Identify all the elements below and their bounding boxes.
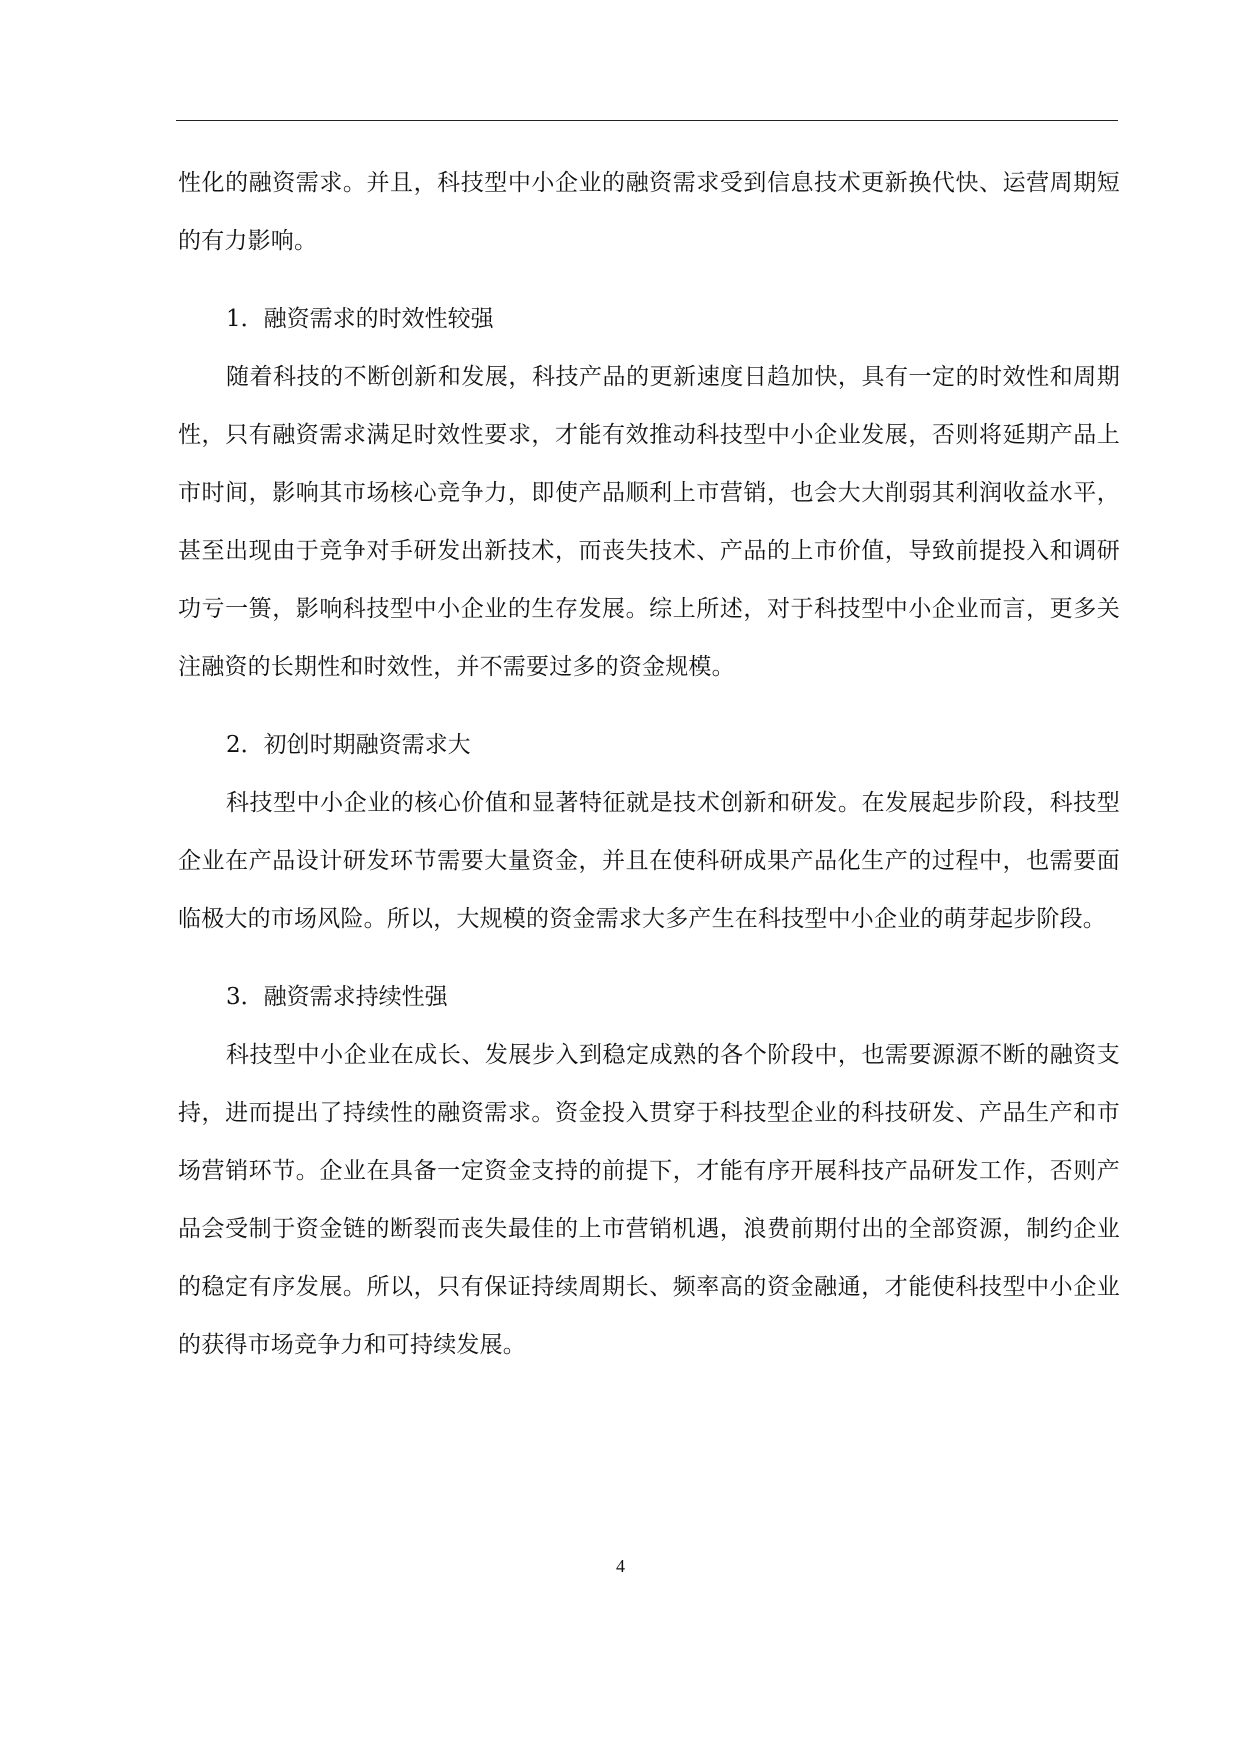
section-body-2: 科技型中小企业的核心价值和显著特征就是技术创新和研发。在发展起步阶段，科技型企业在产品设计研发环节需要大量资金，并且在使科研成果产品化生产的过程中，也需要面临极大的市场风险。所以，大规模的资金需求大多产生在科技型中小企业的萌芽起步阶段。 [178, 790, 1120, 932]
section-heading-3: 3．融资需求持续性强 [226, 984, 448, 1010]
document-body [178, 154, 1120, 1374]
section-heading-2: 2．初创时期融资需求大 [226, 732, 471, 758]
header-rule [176, 120, 1118, 121]
page-number: 4 [616, 1556, 625, 1576]
section-body-1: 随着科技的不断创新和发展，科技产品的更新速度日趋加快，具有一定的时效性和周期性，只有融资需求满足时效性要求，才能有效推动科技型中小企业发展，否则将延期产品上市时间，影响其市场核心竞争力，即使产品顺利上市营销，也会大大削弱其利润收益水平，甚至出现由于竞争对手研发出新技术，而丧失技术、产品的上市价值，导致前提投入和调研功亏一篑，影响科技型中小企业的生存发展。综上所述，对于科技型中小企业而言，更多关注融资的长期性和时效性，并不需要过多的资金规模。 [178, 364, 1120, 680]
intro-paragraph: 性化的融资需求。并且，科技型中小企业的融资需求受到信息技术更新换代快、运营周期短的有力影响。 [178, 170, 1120, 254]
section-heading-1: 1．融资需求的时效性较强 [226, 306, 494, 332]
section-body-3: 科技型中小企业在成长、发展步入到稳定成熟的各个阶段中，也需要源源不断的融资支持，进而提出了持续性的融资需求。资金投入贯穿于科技型企业的科技研发、产品生产和市场营销环节。企业在具备一定资金支持的前提下，才能有序开展科技产品研发工作，否则产品会受制于资金链的断裂而丧失最佳的上市营销机遇，浪费前期付出的全部资源，制约企业的稳定有序发展。所以，只有保证持续周期长、频率高的资金融通，才能使科技型中小企业的获得市场竞争力和可持续发展。 [178, 1042, 1120, 1358]
